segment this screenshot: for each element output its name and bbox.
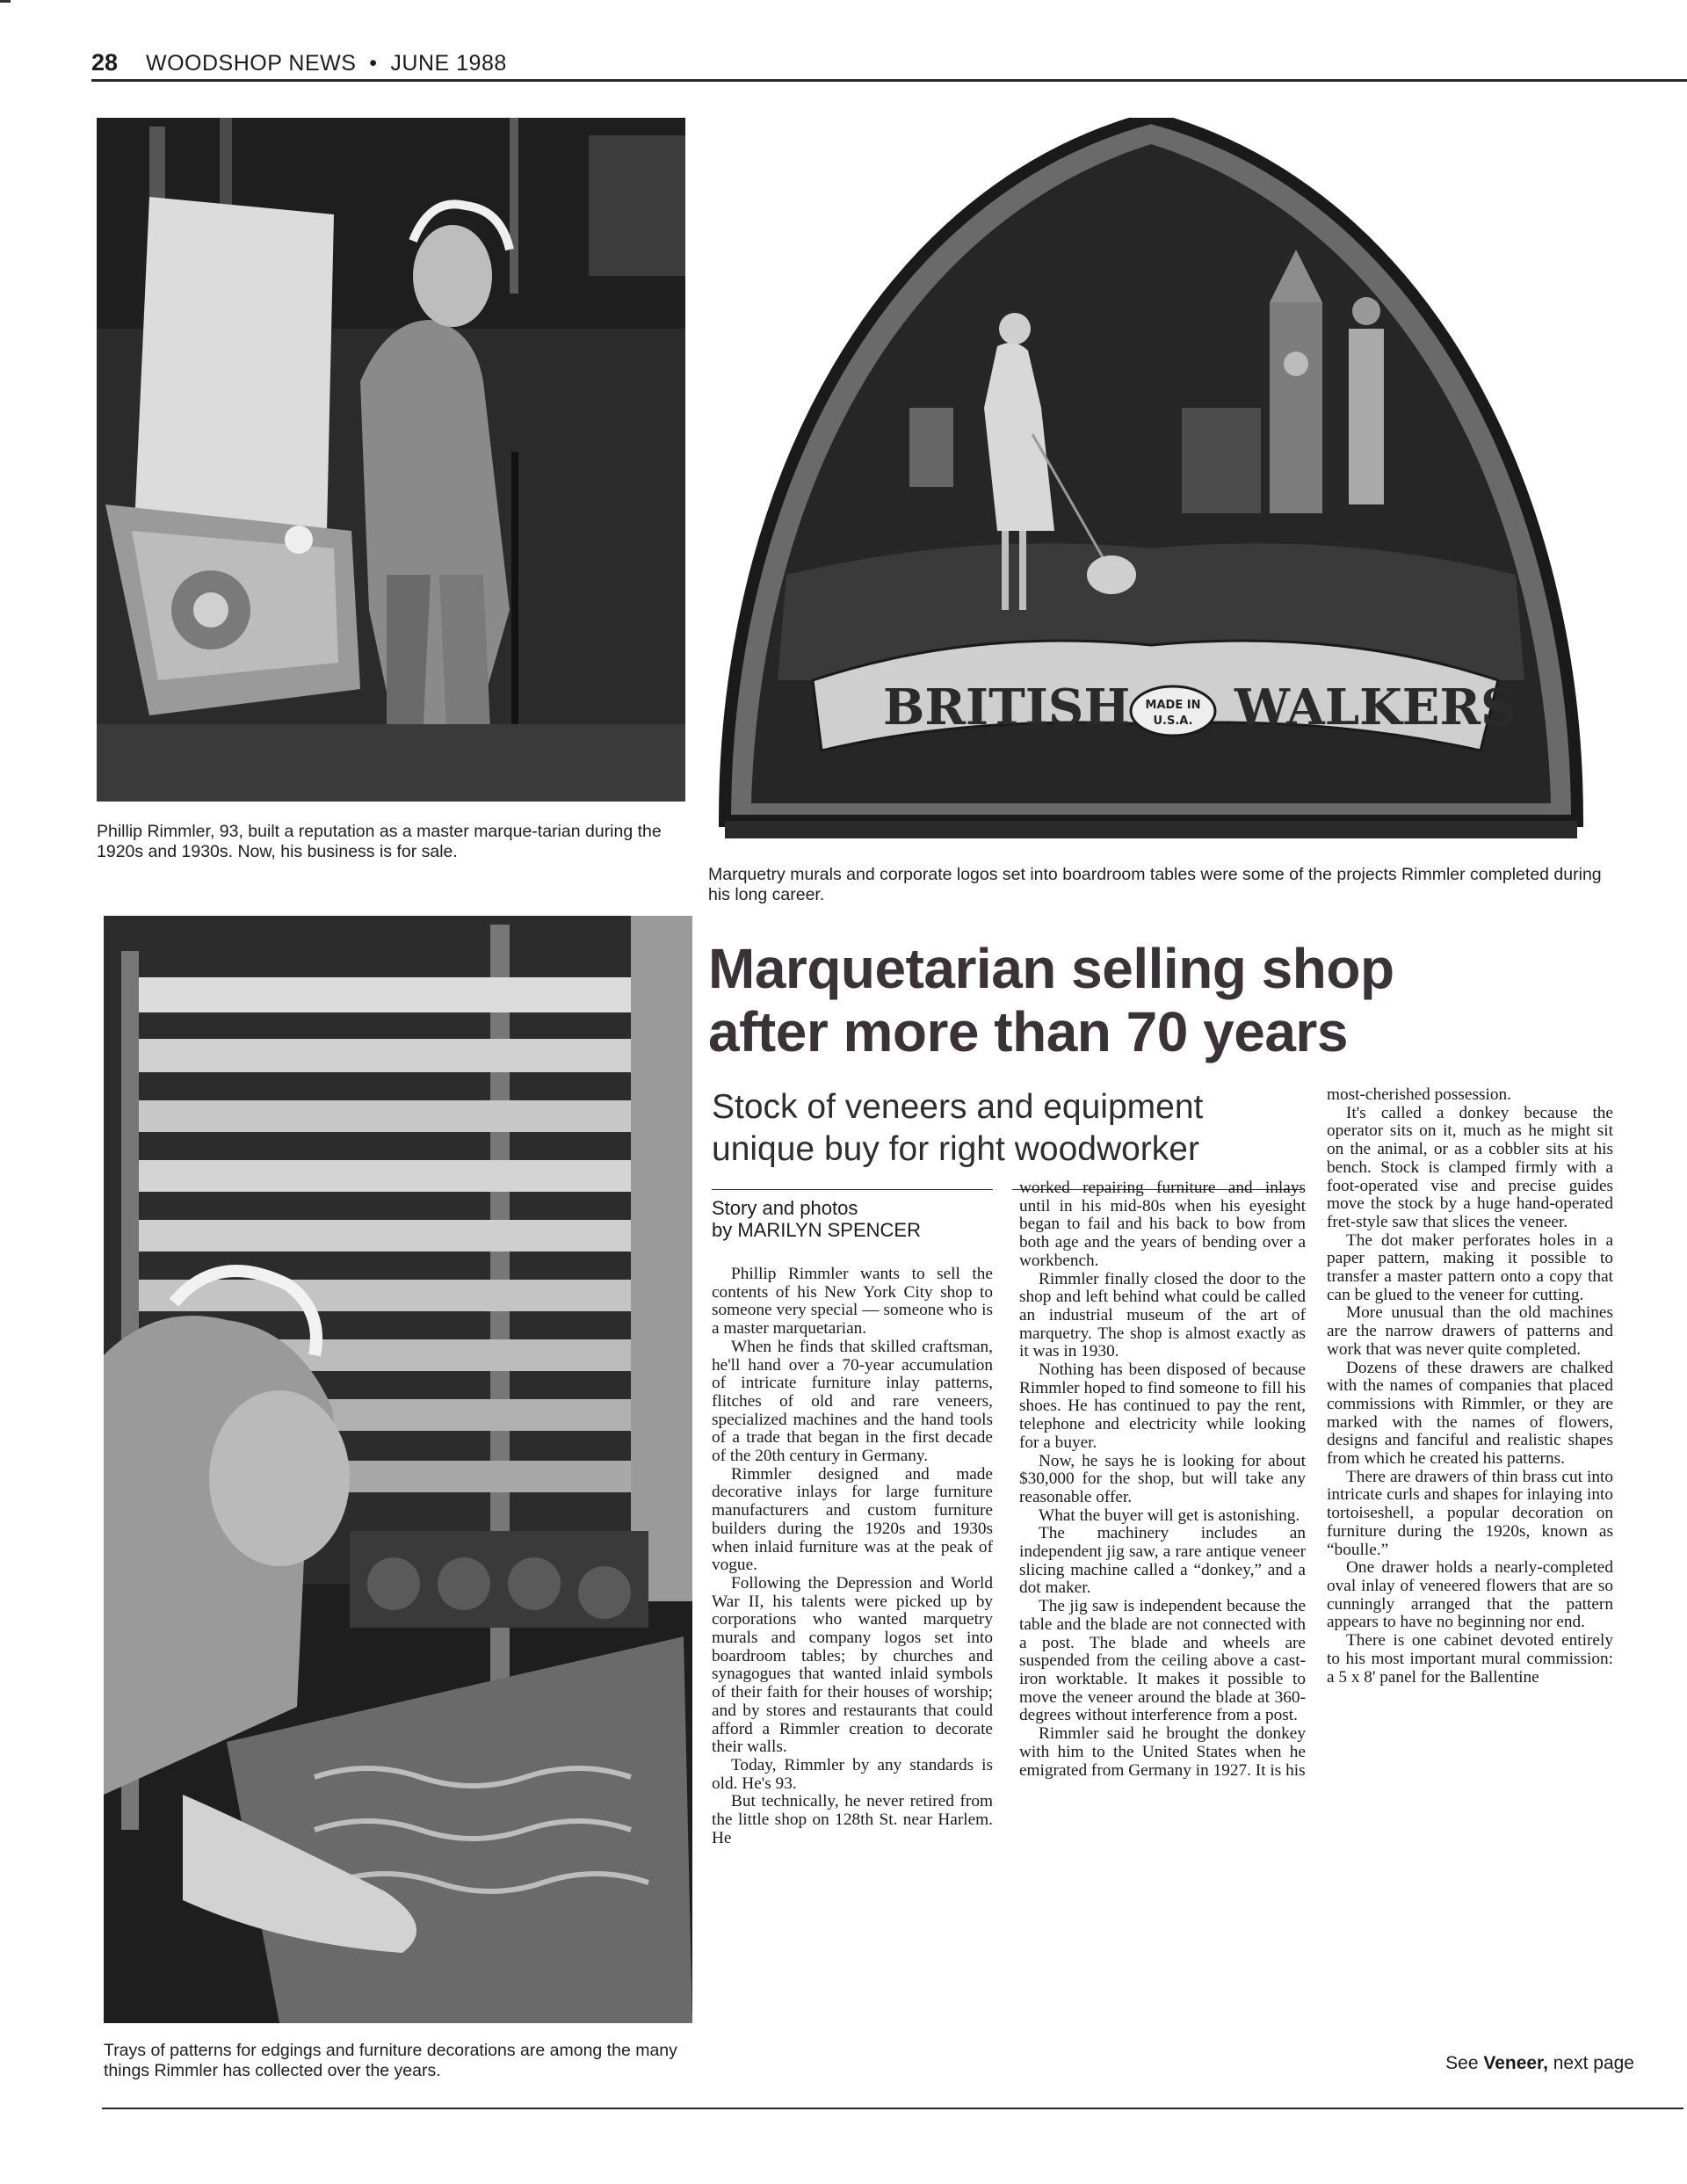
headline-line-1: Marquetarian selling shop [708, 937, 1394, 1000]
byline [712, 1197, 1002, 1241]
byline-line-1: Story and photos [712, 1197, 858, 1219]
paragraph: What the buyer will get is astonishing. [1039, 1506, 1300, 1525]
paragraph: Rimmler finally closed the door to the shop and left behind what could be called an industrial museum of the art of marquetry. The shop is almost exactly as it was in 1930. [1019, 1269, 1306, 1361]
caption-text: Trays of patterns for edgings and furniture decorations are among the many things Rimmler has collected over the years. [104, 2041, 677, 2080]
paragraph: There is one cabinet devoted entirely to his most important mural commission: a 5 x 8' panel for the Ballentine [1327, 1631, 1613, 1687]
article-column-2 [1019, 1179, 1306, 1780]
paragraph: most-cherished possession. [1327, 1085, 1511, 1104]
paragraph: When he finds that skilled craftsman, he'll hand over a 70-year accumulation of intricate furniture inlay patterns, flitches of old and rare veneers, specialized machines and the hand tools of a trade that began in the first decade of the 20th century in Germany. [712, 1337, 993, 1466]
caption-text: Phillip Rimmler, 93, built a reputation as a master marque-tarian during the 1920s and 1930s. Now, his business is for sale. [97, 822, 662, 861]
paragraph: More unusual than the old machines are the narrow drawers of patterns and work that was never quite completed. [1327, 1303, 1613, 1359]
paragraph: Dozens of these drawers are chalked with the names of companies that placed commissions with Rimmler, or they are marked with the names of flowers, designs and fanciful and realistic shapes from which he created his patterns. [1327, 1358, 1613, 1469]
paragraph: Following the Depression and World War II, his talents were picked up by corporations who wanted marquetry murals and company logos set into boardroom tables; by churches and synagogues that wanted inlaid symbols of their faith for their houses of worship; and by stores and restaurants that could afford a Rimmler creation to decorate their walls. [712, 1573, 993, 1757]
paragraph: The machinery includes an independent jig saw, a rare antique veneer slicing machine called a “donkey,” and a dot maker. [1019, 1524, 1306, 1598]
paragraph: But technically, he never retired from the little shop on 128th St. near Harlem. He [712, 1792, 993, 1847]
paragraph: Rimmler designed and made decorative inlays for large furniture manufacturers and custom furniture builders during the 1920s and 1930s when inlaid furniture was at the peak of vogue. [712, 1464, 993, 1575]
mural-banner-right: WALKERS [1234, 678, 1517, 736]
byline-author: by MARILYN SPENCER [712, 1219, 921, 1241]
photo-rimmler-portrait [97, 118, 685, 802]
article-headline [708, 937, 1631, 1063]
paragraph: worked repairing furniture and inlays until in his mid-80s when his eyesight began to fail and his back to bow from both age and the years of bending over a workbench. [1019, 1179, 1306, 1270]
caption-text: Marquetry murals and corporate logos set into boardroom tables were some of the projects Rimmler completed during his long career. [708, 865, 1602, 904]
mural-badge-line2: U.S.A. [1153, 715, 1193, 728]
mural-banner-left: BRITISH [883, 678, 1131, 736]
paragraph: Nothing has been disposed of because Rimmler hoped to find someone to fill his shoes. He has continued to pay the rent, telephone and electricity while looking for a buyer. [1019, 1360, 1306, 1452]
jump-suffix: next page [1547, 2053, 1634, 2073]
footer-rule [102, 2108, 1683, 2109]
paragraph: Phillip Rimmler wants to sell the contents of his New York City shop to someone very special — someone who is a master marquetarian. [712, 1265, 993, 1339]
photo-marquetry-mural [707, 118, 1595, 853]
paragraph: Rimmler said he brought the donkey with him to the United States when he emigrated from Germany in 1927. It is his [1019, 1724, 1306, 1780]
paragraph: Now, he says he is looking for about $30,000 for the shop, but will take any reasonable offer. [1019, 1451, 1306, 1506]
deck-line-2: unique buy for right woodworker [712, 1130, 1199, 1168]
page-number: 28 [91, 49, 119, 76]
jump-keyword: Veneer, [1483, 2053, 1548, 2073]
article-column-3 [1327, 1086, 1613, 1687]
mural-badge-line1: MADE IN [1145, 699, 1201, 712]
continued-jump-line [1406, 2053, 1634, 2074]
publication-dateline: WOODSHOP NEWS • JUNE 1988 [146, 51, 507, 76]
paragraph: The jig saw is independent because the table and the blade are not connected with a post. The blade and wheels are suspended from the ceiling above a cast-iron worktable. It makes it possible to move the veneer around the blade at 360-degrees without interference from a post. [1019, 1597, 1306, 1725]
photo-pattern-trays [104, 916, 692, 2023]
paragraph: There are drawers of thin brass cut into intricate curls and shapes for inlaying into tortoiseshell, a popular decoration on furniture during the 1920s, known as “boulle.” [1327, 1467, 1613, 1559]
header-rule [91, 79, 1687, 82]
portrait-illustration [97, 118, 685, 802]
headline-line-2: after more than 70 years [708, 1000, 1348, 1063]
jump-prefix: See [1445, 2053, 1484, 2073]
deck-line-1: Stock of veneers and equipment [712, 1088, 1204, 1126]
paragraph: One drawer holds a nearly-completed oval inlay of veneered flowers that are so cunningly arranged that the pattern appears to have no beginning nor end. [1327, 1558, 1613, 1632]
trays-illustration [104, 916, 692, 2023]
scan-corner-mark [0, 0, 11, 8]
paragraph: Today, Rimmler by any standards is old. He's 93. [712, 1755, 993, 1793]
caption-marquetry-mural [708, 865, 1613, 905]
article-deck [712, 1086, 1327, 1171]
byline-rule [712, 1189, 993, 1190]
article-column-1 [712, 1266, 993, 1848]
paragraph: It's called a donkey because the operator sits on it, much as he might sit on the animal, or as a cobbler sits at his bench. Stock is clamped firmly with a foot-operated vise and precise guides move the stock by a huge hand-operated fret-style saw that slices the veneer. [1327, 1103, 1613, 1231]
caption-pattern-trays [104, 2041, 701, 2081]
paragraph: The dot maker perforates holes in a paper pattern, making it possible to transfer a master pattern onto a copy that can be glued to the veneer for cutting. [1327, 1230, 1613, 1304]
caption-rimmler-portrait [97, 822, 694, 862]
mural-illustration [707, 118, 1595, 853]
